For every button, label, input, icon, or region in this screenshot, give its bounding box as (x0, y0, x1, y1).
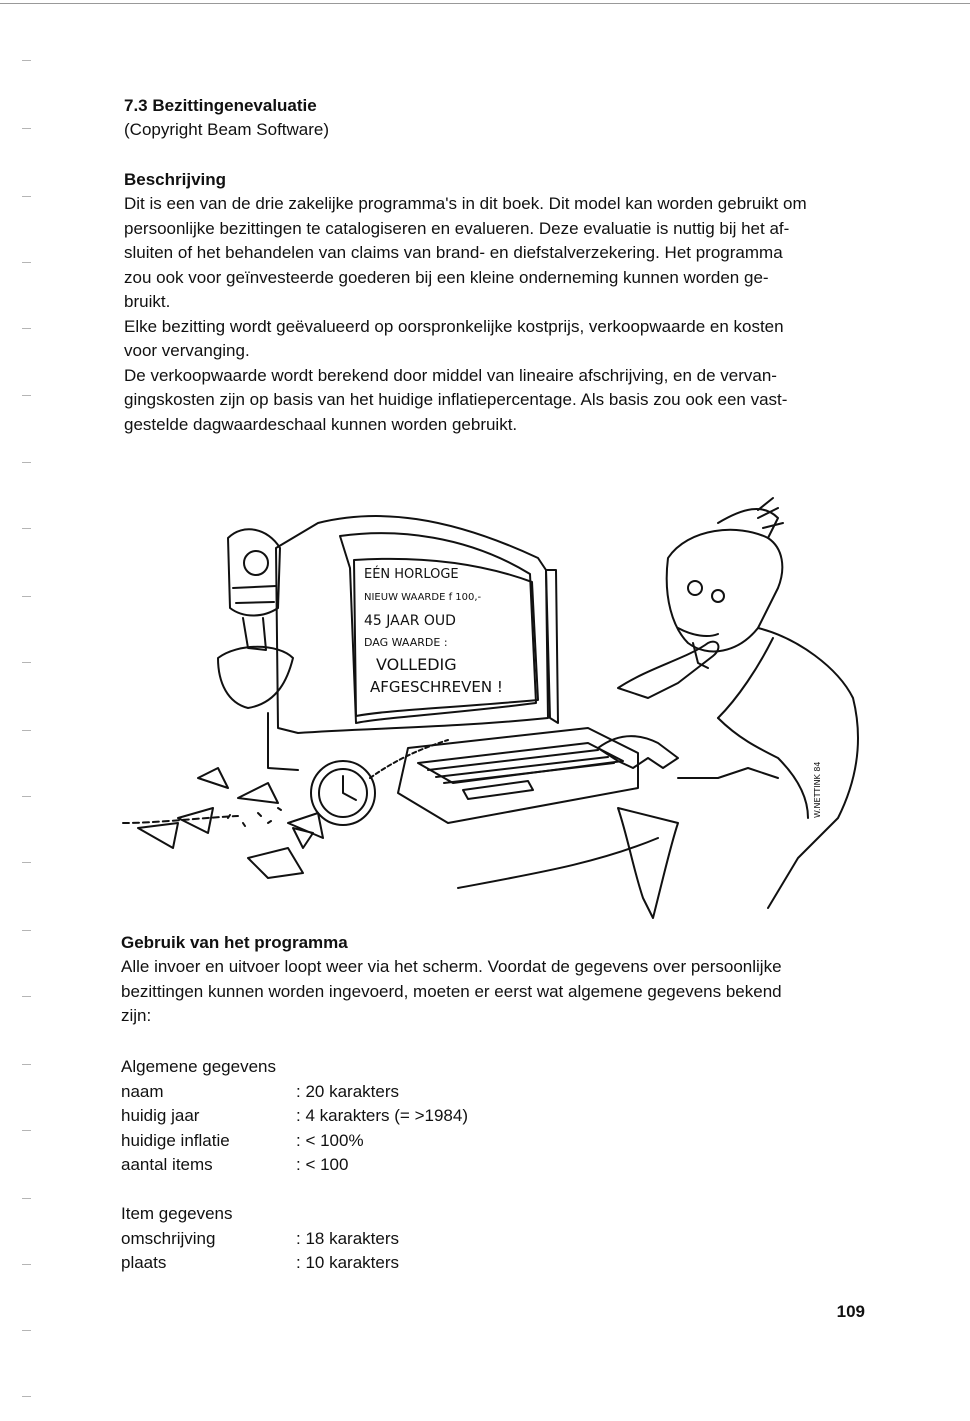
copyright-line: (Copyright Beam Software) (124, 120, 330, 139)
pointing-hand (618, 808, 678, 918)
left-hand (218, 647, 293, 708)
glass-shards (138, 768, 323, 878)
beschrijving-line: sluiten of het behandelen van claims van brand- en diefstalverzekering. Het programma (124, 243, 783, 262)
main-text-block (124, 94, 868, 437)
screen-line: NIEUW WAARDE f 100,- (364, 592, 482, 603)
page-number: 109 (836, 1302, 865, 1321)
spec-value: : 4 karakters (= >1984) (296, 1106, 468, 1125)
screen-line: VOLLEDIG (376, 655, 457, 674)
beschrijving-line: voor vervanging. (124, 341, 250, 360)
algemene-title: Algemene gegevens (121, 1057, 277, 1076)
spec-value: : 18 karakters (296, 1228, 399, 1248)
spec-row (121, 1104, 621, 1129)
gebruik-line: zijn: (121, 1006, 152, 1025)
spec-label: plaats (121, 1253, 167, 1272)
screen-line: AFGESCHREVEN ! (370, 678, 503, 696)
beschrijving-line: gestelde dagwaardeschaal kunnen worden gebruikt. (124, 414, 518, 434)
item-title: Item gegevens (121, 1204, 233, 1223)
beschrijving-line: Elke bezitting wordt geëvalueerd op oorspronkelijke kostprijs, verkoopwaarde en kosten (124, 316, 784, 336)
old-man-body (758, 628, 858, 908)
gebruik-line: Alle invoer en uitvoer loopt weer via het scherm. Voordat de gegevens over persoonlijke (121, 957, 782, 976)
screen-text (364, 566, 503, 696)
spec-row (121, 1227, 621, 1252)
spec-title (121, 1055, 621, 1080)
beschrijving-line: persoonlijke bezittingen te catalogiseren en evalueren. Deze evaluatie is nuttig bij het af- (124, 218, 790, 238)
beschrijving-line: De verkoopwaarde wordt berekend door middel van lineaire afschrijving, en de vervan- (124, 365, 777, 385)
screen-line: 45 JAAR OUD (364, 613, 456, 629)
spec-label: naam (121, 1081, 164, 1101)
spec-value: : 10 karakters (296, 1253, 399, 1272)
binding-margin-marks (22, 50, 34, 1410)
spec-label: omschrijving (121, 1228, 216, 1248)
spec-value: : < 100 (296, 1155, 349, 1174)
spec-value: : < 100% (296, 1130, 364, 1150)
beschrijving-line: gingskosten zijn op basis van het huidige inflatiepercentage. Als basis zou ook een vast- (124, 390, 788, 409)
beschrijving-line: bruikt. (124, 292, 171, 311)
gebruik-line: bezittingen kunnen worden ingevoerd, moeten er eerst wat algemene gegevens bekend (121, 981, 782, 1001)
right-arm (718, 718, 808, 818)
screen-line: EÉN HORLOGE (364, 567, 459, 582)
spec-title (121, 1202, 621, 1227)
top-edge-rule (0, 3, 970, 4)
spec-label: huidig jaar (121, 1106, 200, 1125)
algemene-gegevens-list (121, 1055, 621, 1178)
spec-row (121, 1129, 621, 1154)
cartoon-illustration (118, 478, 878, 928)
spec-row (121, 1080, 621, 1105)
spec-value: : 20 karakters (296, 1081, 399, 1101)
old-man-head (667, 530, 783, 652)
spec-row (121, 1153, 621, 1178)
usage-section (121, 931, 871, 1029)
beschrijving-title: Beschrijving (124, 170, 227, 189)
gebruik-title: Gebruik van het programma (121, 933, 348, 952)
screen-line: DAG WAARDE : (364, 636, 448, 649)
beschrijving-line: zou ook voor geïnvesteerde goederen bij een kleine onderneming kunnen worden ge- (124, 267, 769, 287)
beschrijving-line: Dit is een van de drie zakelijke programma's in dit boek. Dit model kan worden gebruikt om (124, 194, 807, 213)
spec-label: aantal items (121, 1155, 213, 1174)
spec-row (121, 1251, 621, 1276)
spec-label: huidige inflatie (121, 1130, 230, 1150)
item-gegevens-list (121, 1202, 621, 1276)
artist-signature: W.NETTINK 84 (813, 761, 822, 818)
section-heading: 7.3 Bezittingenevaluatie (124, 96, 317, 115)
